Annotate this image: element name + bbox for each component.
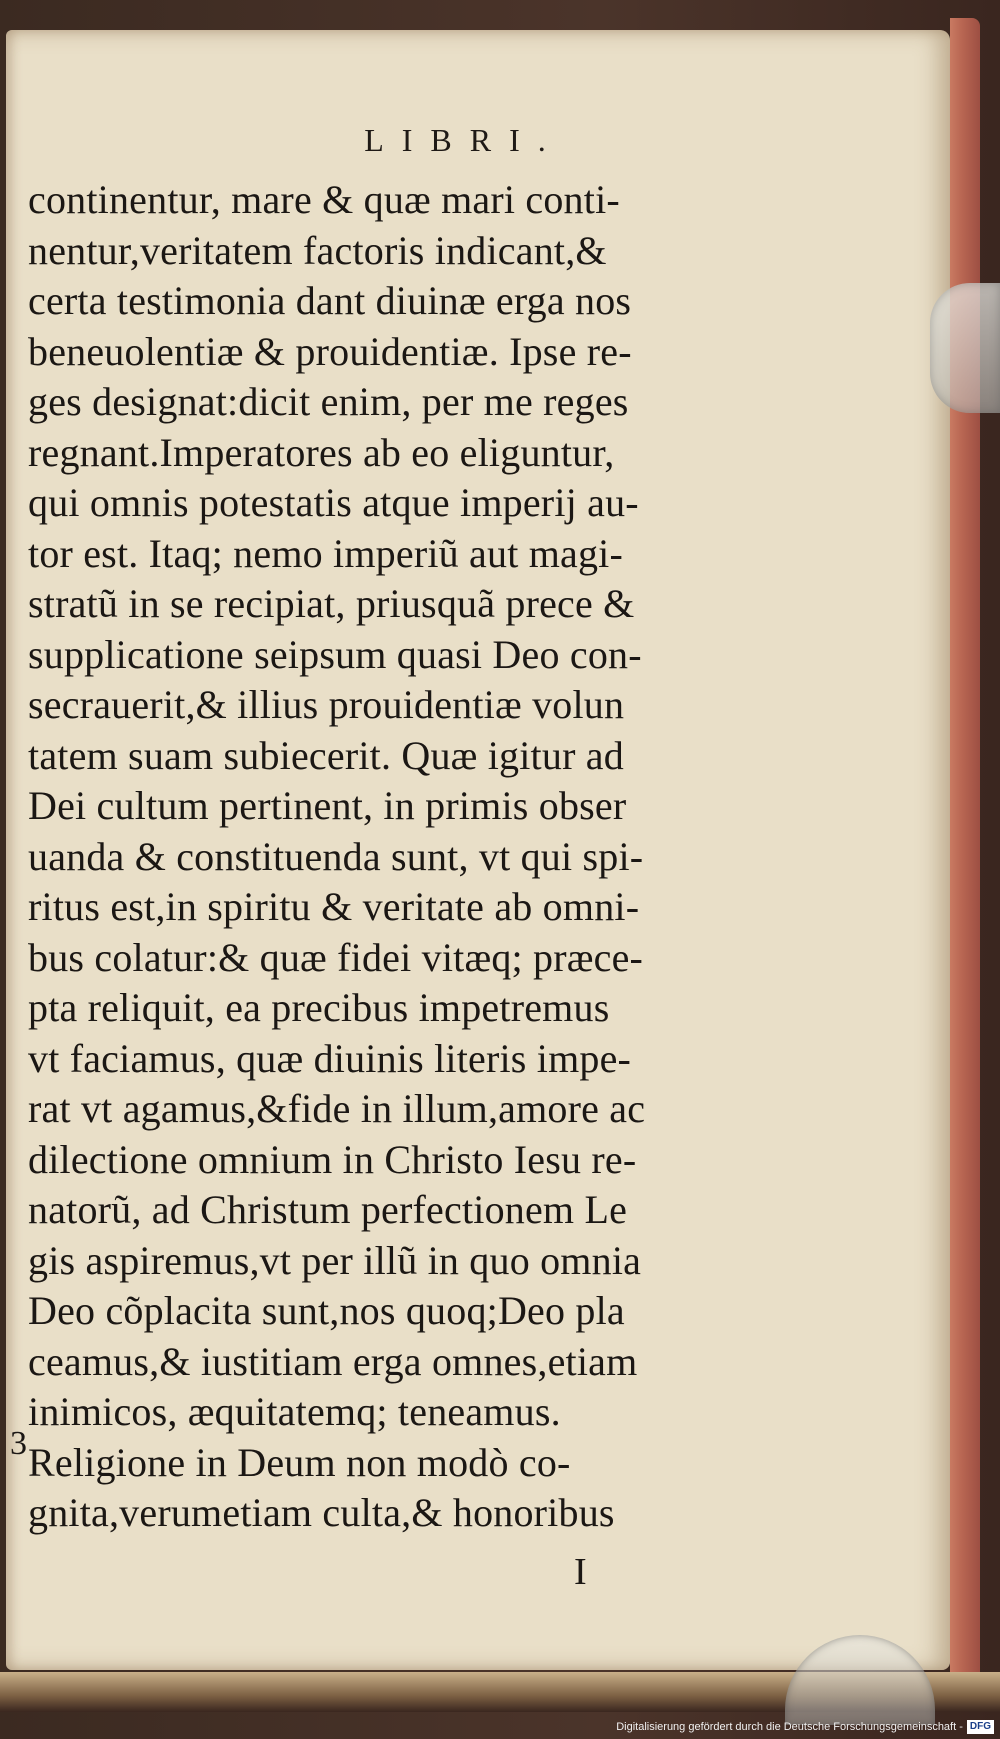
dfg-logo: DFG	[967, 1720, 994, 1734]
text-line: natorũ, ad Christum perfectionem Le	[28, 1187, 628, 1232]
text-line: nentur,veritatem factoris indicant,&	[28, 227, 607, 273]
text-line: Religione in Deum non modò co-	[28, 1439, 571, 1485]
page-clip-top	[930, 283, 1000, 413]
text-line: continentur, mare & quæ mari conti-	[28, 177, 620, 222]
text-line: bus colatur:& quæ fidei vitæq; præce-	[28, 934, 644, 980]
text-line: ritus est,in spiritu & veritate ab omni-	[28, 884, 640, 929]
text-line: vt faciamus, quæ diuinis literis impe-	[28, 1035, 632, 1081]
text-line: qui omnis potestatis atque imperij au-	[28, 480, 639, 525]
text-line: tor est. Itaq; nemo imperiũ aut magi-	[28, 530, 624, 576]
text-line: stratũ in se recipiat, priusquã prece &	[28, 581, 635, 626]
signature-mark: I	[574, 1551, 587, 1593]
text-line: inimicos, æquitatemq; teneamus.	[28, 1389, 561, 1434]
text-line: Deo cõplacita sunt,nos quoq;Deo pla	[28, 1288, 625, 1333]
book-page	[6, 30, 950, 1670]
text-line: gnita,verumetiam culta,& honoribus	[28, 1490, 615, 1535]
text-line: beneuolentiæ & prouidentiæ. Ipse re-	[28, 328, 632, 374]
text-line: regnant.Imperatores ab eo eliguntur,	[28, 429, 615, 475]
text-line: supplicatione seipsum quasi Deo con-	[28, 631, 642, 677]
running-head: LIBRI.	[364, 122, 564, 158]
text-line: rat vt agamus,&fide in illum,amore ac	[28, 1086, 646, 1131]
credit-text: Digitalisierung gefördert durch die Deutsche Forschungsgemeinschaft -	[616, 1721, 963, 1733]
text-line: secrauerit,& illius prouidentiæ volun	[28, 682, 625, 727]
text-line: Dei cultum pertinent, in primis obser	[28, 783, 627, 828]
text-line: ceamus,& iustitiam erga omnes,etiam	[28, 1338, 638, 1384]
text-line: gis aspiremus,vt per illũ in quo omnia	[28, 1237, 642, 1283]
digitization-credit	[616, 1719, 994, 1735]
text-line: ges designat:dicit enim, per me reges	[28, 379, 629, 424]
text-line: tatem suam subiecerit. Quæ igitur ad	[28, 732, 624, 778]
body-text	[28, 175, 738, 1539]
book-fore-edge	[950, 18, 980, 1683]
text-line: uanda & constituenda sunt, vt qui spi-	[28, 833, 644, 879]
text-line: certa testimonia dant diuinæ erga nos	[28, 278, 632, 323]
text-line: dilectione omnium in Christo Iesu re-	[28, 1136, 637, 1182]
margin-number: 3	[10, 1425, 27, 1462]
text-line: pta reliquit, ea precibus impetremus	[28, 985, 610, 1030]
